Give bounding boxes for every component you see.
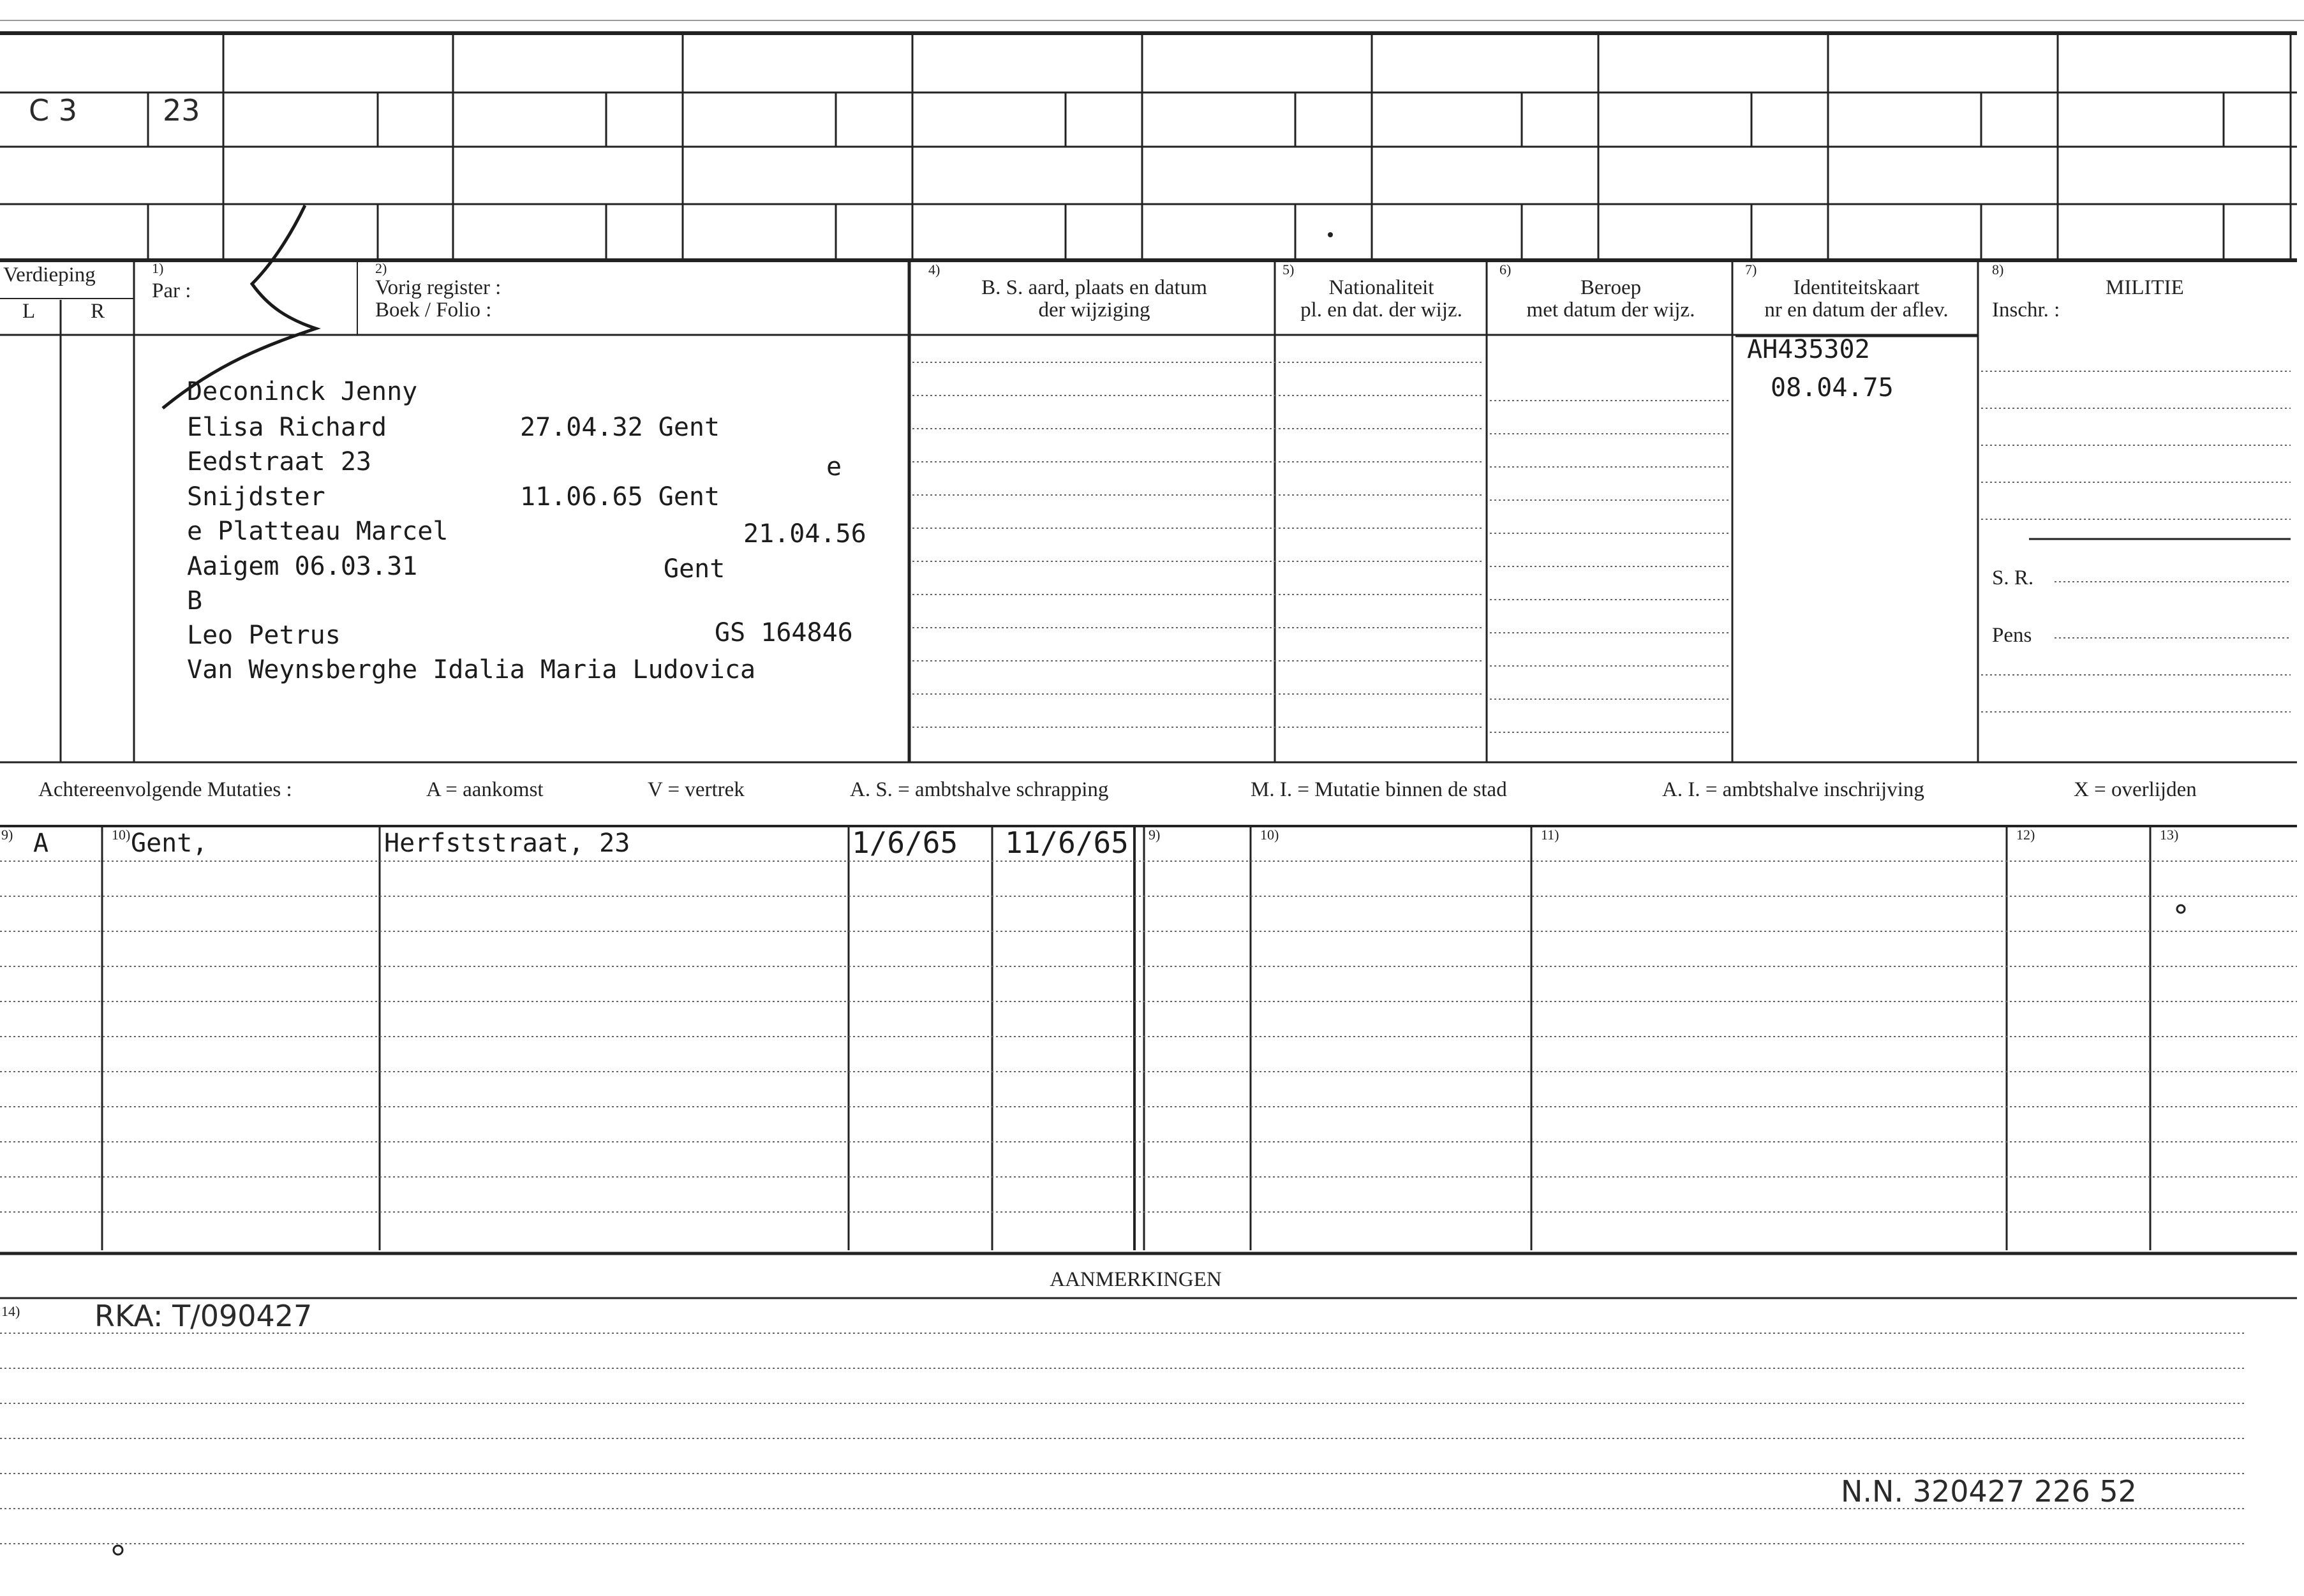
header-id-line1: Identiteitskaart: [1793, 276, 1920, 299]
mutation-street: Herfststraat, 23: [384, 829, 630, 858]
header-col-l: L: [22, 300, 36, 323]
militie-sr-label: S. R.: [1992, 566, 2034, 589]
legend-v: V = vertrek: [648, 778, 745, 801]
person-name: Deconinck Jenny: [187, 377, 418, 406]
identity-number: AH435302: [1747, 335, 1870, 364]
mutation-col-10-left: 10): [112, 827, 131, 843]
person-gs-code: GS 164846: [715, 618, 853, 647]
mutation-city: Gent,: [131, 829, 208, 858]
header-ber-num: 6): [1499, 262, 1512, 277]
person-parent-father: Leo Petrus: [187, 621, 341, 650]
person-address-mark: e: [826, 452, 842, 482]
header-vorig-register: Vorig register :: [375, 276, 502, 299]
person-profession-date: 11.06.65 Gent: [520, 482, 720, 512]
person-profession: Snijdster: [187, 482, 325, 512]
header-par-num: 1): [152, 260, 164, 276]
person-line-b: B: [187, 586, 203, 616]
militie-pens-label: Pens: [1992, 624, 2032, 647]
mutation-col-11-right: 11): [1541, 827, 1559, 843]
person-parent-mother: Van Weynsberghe Idalia Maria Ludovica: [187, 655, 756, 684]
header-bs-line2: der wijziging: [1038, 299, 1150, 321]
header-nat-num: 5): [1282, 262, 1295, 277]
header-col-r: R: [91, 300, 105, 323]
legend-a: A = aankomst: [426, 778, 544, 801]
header-militie: MILITIE: [2106, 276, 2184, 299]
remarks-title: AANMERKINGEN: [1050, 1268, 1222, 1291]
legend-as: A. S. = ambtshalve schrapping: [850, 778, 1109, 801]
header-par: Par :: [152, 279, 191, 302]
legend-mi: M. I. = Mutatie binnen de stad: [1251, 778, 1507, 801]
header-militie-inschr: Inschr. :: [1992, 299, 2060, 321]
header-boek-folio: Boek / Folio :: [375, 299, 492, 321]
person-spouse-date: 21.04.56: [743, 519, 866, 549]
top-code: C 3: [29, 93, 78, 128]
person-birth: 27.04.32 Gent: [520, 413, 720, 442]
header-ber-line2: met datum der wijz.: [1526, 299, 1695, 321]
header-ber-line1: Beroep: [1580, 276, 1642, 299]
header-id-num: 7): [1745, 262, 1757, 277]
mutation-col-9-left: 9): [1, 827, 13, 843]
remarks-rka: RKA: T/090427: [94, 1299, 313, 1333]
header-bs-line1: B. S. aard, plaats en datum: [981, 276, 1207, 299]
header-id-line2: nr en datum der aflev.: [1764, 299, 1949, 321]
mutations-title: Achtereenvolgende Mutaties :: [38, 778, 292, 801]
remarks-national-number: N.N. 320427 226 52: [1841, 1474, 2137, 1509]
header-mil-num: 8): [1992, 262, 2004, 277]
remarks-num: 14): [1, 1303, 20, 1319]
legend-ai: A. I. = ambtshalve inschrijving: [1662, 778, 1924, 801]
person-spouse-place: Gent: [664, 554, 725, 584]
mutation-date-1: 1/6/65: [852, 825, 958, 860]
mutation-col-9-right: 9): [1148, 827, 1161, 843]
mutation-col-12-right: 12): [2016, 827, 2035, 843]
top-number: 23: [163, 93, 200, 128]
mutation-type: A: [33, 829, 49, 858]
legend-x: X = overlijden: [2074, 778, 2197, 801]
mutation-date-2: 11/6/65: [1005, 825, 1129, 860]
person-spouse: e Platteau Marcel: [187, 517, 449, 546]
mutation-col-10-right: 10): [1260, 827, 1279, 843]
person-given-names: Elisa Richard: [187, 413, 387, 442]
header-nat-line1: Nationaliteit: [1328, 276, 1434, 299]
person-address: Eedstraat 23: [187, 447, 371, 477]
mutation-col-13-right: 13): [2160, 827, 2179, 843]
header-vorig-num: 2): [375, 260, 387, 276]
header-nat-line2: pl. en dat. der wijz.: [1300, 299, 1462, 321]
header-bs-num: 4): [928, 262, 940, 277]
header-verdieping: Verdieping: [3, 263, 96, 286]
person-spouse-birth: Aaigem 06.03.31: [187, 552, 418, 581]
identity-date: 08.04.75: [1771, 373, 1894, 403]
